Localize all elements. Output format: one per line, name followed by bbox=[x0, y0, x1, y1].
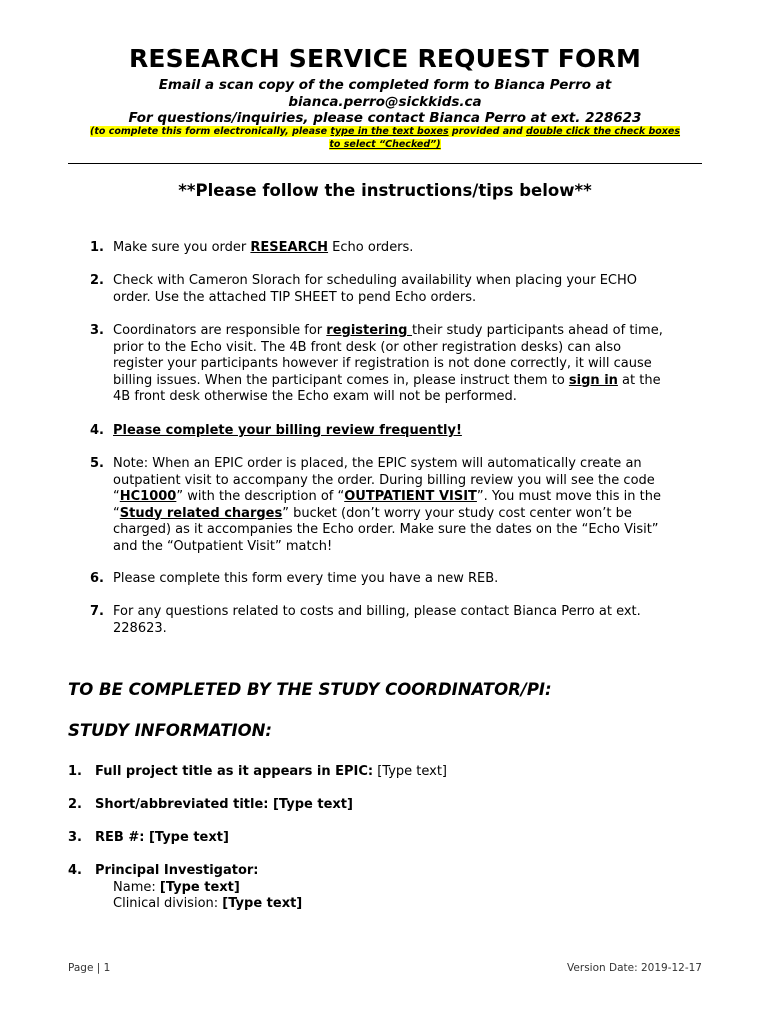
pi-name-label: Name: bbox=[113, 879, 160, 895]
item-text: Check with Cameron Slorach for scheduling availability when placing your ECHO bbox=[113, 273, 638, 288]
instruction-item-7 bbox=[90, 604, 710, 637]
short-title-input[interactable]: Short/abbreviated title: [Type text] bbox=[95, 797, 353, 812]
item-text: charged) as it accompanies the Echo order. Make sure the dates on the “Echo Visit” bbox=[113, 522, 659, 537]
item-text: register your participants however if registration is not done correctly, it will cause bbox=[113, 356, 652, 371]
item-text: Make sure you order bbox=[113, 240, 251, 255]
item-text: 228623. bbox=[113, 620, 167, 636]
note-double-click-check-boxes: double click the check boxes bbox=[526, 126, 681, 137]
instructions-heading: **Please follow the instructions/tips below** bbox=[178, 181, 592, 200]
item-text: Coordinators are responsible for bbox=[113, 323, 327, 338]
electronic-note bbox=[68, 125, 702, 151]
instruction-item-6 bbox=[90, 571, 710, 588]
field-project-title bbox=[68, 764, 708, 781]
item-text: “ bbox=[113, 489, 120, 504]
field-number: 4. bbox=[68, 863, 82, 878]
item-text: 4B front desk otherwise the Echo exam will not be performed. bbox=[113, 389, 517, 404]
item-text: ” with the description of “ bbox=[176, 489, 345, 504]
instruction-item-2 bbox=[90, 273, 710, 306]
item-number: 1. bbox=[90, 240, 104, 255]
note-type-in-text-boxes: type in the text boxes bbox=[330, 126, 449, 137]
item-text: ”. You must move this in the bbox=[476, 489, 661, 504]
project-title-input[interactable]: [Type text] bbox=[373, 764, 448, 779]
item-text: order. Use the attached TIP SHEET to pend Echo orders. bbox=[113, 289, 477, 305]
item-text: Please complete this form every time you have a new REB. bbox=[113, 571, 499, 586]
item-emphasis: Please complete your billing review frequently! bbox=[113, 423, 462, 438]
field-principal-investigator bbox=[68, 863, 708, 913]
instruction-item-4 bbox=[90, 423, 710, 440]
item-text: Note: When an EPIC order is placed, the EPIC system will automatically create an bbox=[113, 456, 642, 471]
header-divider bbox=[68, 163, 702, 164]
note-text-3: to select “Checked”) bbox=[329, 139, 441, 150]
field-number: 3. bbox=[68, 830, 82, 845]
email-instructions bbox=[68, 77, 702, 111]
item-number: 4. bbox=[90, 423, 104, 438]
item-emphasis: sign in bbox=[568, 372, 618, 388]
email-address: bianca.perro@sickkids.ca bbox=[288, 94, 482, 110]
contact-line: For questions/inquiries, please contact Bianca Perro at ext. 228623 bbox=[128, 110, 642, 126]
item-number: 3. bbox=[90, 323, 104, 338]
item-text: billing issues. When the participant comes in, please instruct them to bbox=[113, 372, 569, 388]
item-text: For any questions related to costs and billing, please contact Bianca Perro at ext. bbox=[113, 604, 641, 619]
instruction-item-5 bbox=[90, 456, 710, 555]
note-text-1: (to complete this form electronically, please bbox=[89, 126, 331, 137]
page-number: Page | 1 bbox=[68, 962, 111, 974]
item-text: their study participants ahead of time, bbox=[412, 323, 663, 338]
field-number: 2. bbox=[68, 797, 82, 812]
item-text: outpatient visit to accompany the order. During billing review you will see the code bbox=[113, 472, 655, 488]
version-date: Version Date: 2019-12-17 bbox=[567, 962, 702, 974]
item-number: 7. bbox=[90, 604, 104, 619]
instruction-item-1 bbox=[90, 240, 710, 257]
item-text: “ bbox=[113, 505, 120, 521]
field-label: Full project title as it appears in EPIC: bbox=[95, 764, 374, 779]
pi-name-input[interactable]: [Type text] bbox=[159, 879, 240, 895]
note-text-2: provided and bbox=[448, 126, 527, 137]
field-reb-number bbox=[68, 830, 708, 847]
item-text: at the bbox=[617, 372, 661, 388]
item-number: 6. bbox=[90, 571, 104, 586]
item-emphasis: OUTPATIENT VISIT bbox=[344, 489, 477, 504]
item-number: 2. bbox=[90, 273, 104, 288]
form-title: RESEARCH SERVICE REQUEST FORM bbox=[128, 44, 642, 73]
item-emphasis: Study related charges bbox=[119, 505, 283, 521]
section-heading-coordinator: TO BE COMPLETED BY THE STUDY COORDINATOR/PI: bbox=[68, 680, 552, 699]
item-text: prior to the Echo visit. The 4B front desk (or other registration desks) can also bbox=[113, 339, 622, 355]
field-number: 1. bbox=[68, 764, 82, 779]
instruction-item-3 bbox=[90, 323, 710, 406]
clinical-division-input[interactable]: [Type text] bbox=[222, 896, 303, 911]
item-text: and the “Outpatient Visit” match! bbox=[113, 538, 333, 554]
item-number: 5. bbox=[90, 456, 104, 471]
item-emphasis: registering bbox=[326, 323, 413, 338]
item-text: ” bucket (don’t worry your study cost center won’t be bbox=[282, 505, 632, 521]
section-heading-study-information: STUDY INFORMATION: bbox=[68, 721, 273, 740]
item-emphasis: RESEARCH bbox=[250, 240, 329, 255]
reb-number-input[interactable]: REB #: [Type text] bbox=[95, 830, 229, 845]
field-label: Principal Investigator: bbox=[95, 863, 259, 878]
item-text: Echo orders. bbox=[328, 240, 414, 255]
field-short-title bbox=[68, 797, 708, 814]
email-line-1: Email a scan copy of the completed form to Bianca Perro at bbox=[158, 77, 612, 93]
clinical-division-label: Clinical division: bbox=[113, 896, 223, 911]
item-emphasis: HC1000 bbox=[119, 489, 177, 504]
